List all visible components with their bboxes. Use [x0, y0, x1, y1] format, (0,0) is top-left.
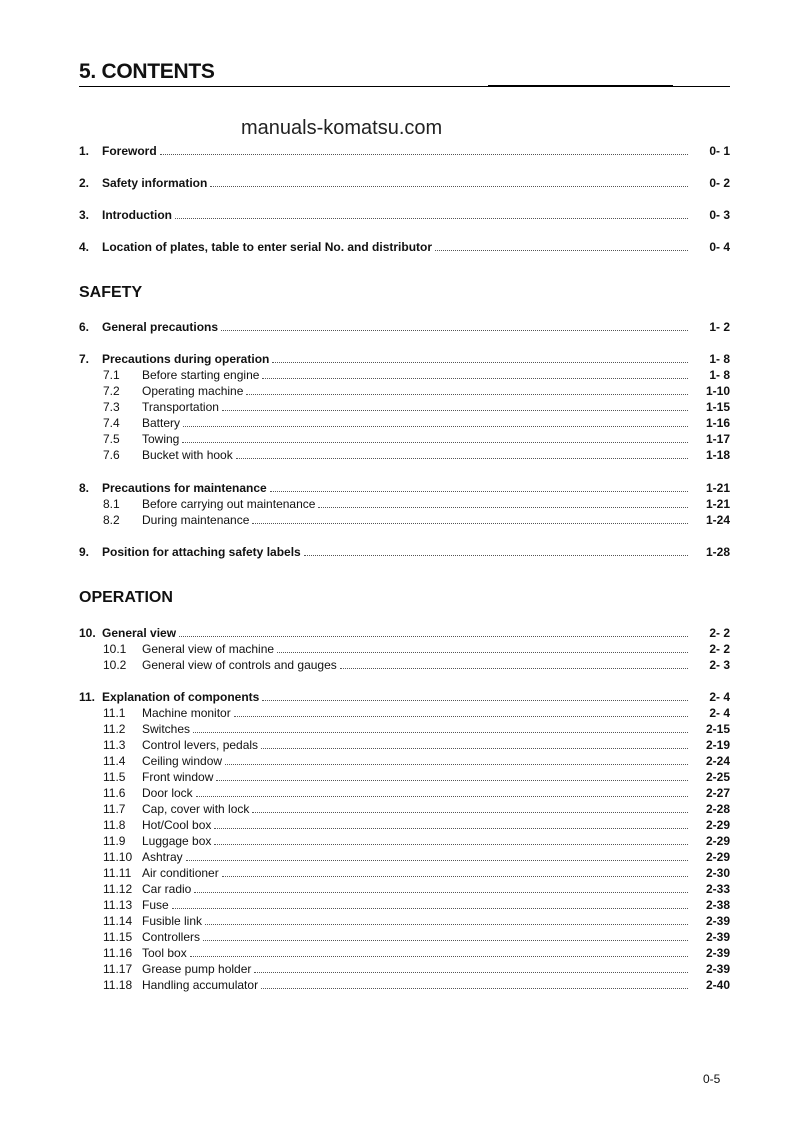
entry-page: 2- 2	[709, 642, 730, 656]
entry-title: General precautions	[102, 320, 219, 334]
entry-page: 0- 1	[709, 144, 730, 158]
toc-entry	[79, 962, 730, 976]
toc-entry	[79, 914, 730, 928]
entry-title: General view of machine	[142, 642, 275, 656]
entry-page: 0- 2	[709, 176, 730, 190]
entry-page: 1-21	[705, 481, 730, 495]
toc-entry	[79, 930, 730, 944]
entry-number: 7.2	[103, 384, 120, 398]
entry-page: 1-24	[705, 513, 730, 527]
entry-title: Explanation of components	[102, 690, 260, 704]
entry-title: Operating machine	[142, 384, 244, 398]
entry-number: 11.14	[103, 914, 133, 928]
entry-number: 8.2	[103, 513, 120, 527]
entry-number: 10.1	[103, 642, 127, 656]
entry-page: 2-28	[705, 802, 730, 816]
dot-leader	[246, 394, 688, 395]
toc-entry	[79, 882, 730, 896]
entry-number: 7.5	[103, 432, 120, 446]
entry-title: Position for attaching safety labels	[102, 545, 301, 559]
dot-leader	[205, 924, 688, 925]
entry-page: 2-25	[705, 770, 730, 784]
entry-number: 11.1	[103, 706, 126, 720]
entry-page: 1-28	[705, 545, 730, 559]
entry-title: Fuse	[142, 898, 169, 912]
dot-leader	[183, 426, 688, 427]
entry-page: 2-33	[705, 882, 730, 896]
entry-page: 2-30	[705, 866, 730, 880]
entry-number: 11.2	[103, 722, 126, 736]
section-heading: SAFETY	[79, 284, 143, 301]
dot-leader	[214, 844, 688, 845]
toc-entry	[79, 481, 730, 495]
entry-number: 11.10	[103, 850, 133, 864]
toc-entry	[79, 352, 730, 366]
entry-page: 0- 3	[709, 208, 730, 222]
entry-page: 2-29	[705, 850, 730, 864]
title-underline-thick	[488, 85, 673, 87]
dot-leader	[340, 668, 688, 669]
entry-number: 8.1	[103, 497, 120, 511]
dot-leader	[210, 186, 688, 187]
dot-leader	[318, 507, 688, 508]
toc-entry	[79, 497, 730, 511]
toc-entry	[79, 706, 730, 720]
entry-title: Location of plates, table to enter serial No. and distributor	[102, 240, 433, 254]
dot-leader	[190, 956, 688, 957]
entry-title: Ashtray	[142, 850, 183, 864]
dot-leader	[194, 892, 688, 893]
toc-entry	[79, 802, 730, 816]
entry-page: 1- 8	[709, 352, 730, 366]
entry-number: 11.17	[103, 962, 133, 976]
toc-entry	[79, 738, 730, 752]
entry-title: Towing	[142, 432, 180, 446]
entry-title: Hot/Cool box	[142, 818, 212, 832]
dot-leader	[216, 780, 688, 781]
entry-number: 3.	[79, 208, 90, 222]
entry-number: 11.6	[103, 786, 126, 800]
entry-number: 11.13	[103, 898, 133, 912]
entry-number: 7.1	[103, 368, 120, 382]
entry-page: 2-40	[705, 978, 730, 992]
toc-entry	[79, 722, 730, 736]
entry-number: 11.15	[103, 930, 133, 944]
entry-page: 2-38	[705, 898, 730, 912]
entry-number: 6.	[79, 320, 90, 334]
entry-title: Grease pump holder	[142, 962, 252, 976]
dot-leader	[304, 555, 688, 556]
entry-title: Controllers	[142, 930, 201, 944]
dot-leader	[262, 378, 688, 379]
entry-number: 11.7	[103, 802, 126, 816]
entry-number: 4.	[79, 240, 90, 254]
entry-page: 2-27	[705, 786, 730, 800]
entry-title: Introduction	[102, 208, 172, 222]
entry-title: Ceiling window	[142, 754, 223, 768]
entry-number: 1.	[79, 144, 90, 158]
entry-page: 1-16	[705, 416, 730, 430]
dot-leader	[203, 940, 688, 941]
dot-leader	[435, 250, 688, 251]
dot-leader	[160, 154, 688, 155]
dot-leader	[252, 523, 688, 524]
toc-entry	[79, 834, 730, 848]
entry-page: 2- 2	[709, 626, 730, 640]
toc-entry	[79, 978, 730, 992]
entry-page: 2-39	[705, 946, 730, 960]
dot-leader	[261, 748, 688, 749]
entry-title: General view of controls and gauges	[142, 658, 337, 672]
page-title: 5. CONTENTS	[79, 60, 215, 83]
entry-title: Cap, cover with lock	[142, 802, 250, 816]
entry-title: Bucket with hook	[142, 448, 233, 462]
entry-page: 2- 4	[709, 690, 730, 704]
entry-number: 10.2	[103, 658, 127, 672]
entry-title: Machine monitor	[142, 706, 231, 720]
toc-entry	[79, 400, 730, 414]
entry-number: 2.	[79, 176, 90, 190]
dot-leader	[193, 732, 688, 733]
entry-number: 10.	[79, 626, 96, 640]
dot-leader	[254, 972, 688, 973]
entry-title: Car radio	[142, 882, 192, 896]
dot-leader	[225, 764, 688, 765]
entry-title: Fusible link	[142, 914, 203, 928]
entry-number: 11.4	[103, 754, 126, 768]
toc-entry	[79, 786, 730, 800]
watermark: manuals-komatsu.com	[241, 117, 443, 139]
entry-title: Switches	[142, 722, 191, 736]
entry-page: 2-29	[705, 818, 730, 832]
toc-entry	[79, 448, 730, 462]
toc-entry	[79, 384, 730, 398]
toc-entry	[79, 320, 730, 334]
toc-entry	[79, 432, 730, 446]
entry-title: Safety information	[102, 176, 208, 190]
entry-title: Front window	[142, 770, 214, 784]
entry-number: 9.	[79, 545, 90, 559]
entry-title: Precautions for maintenance	[102, 481, 267, 495]
dot-leader	[270, 491, 688, 492]
dot-leader	[261, 988, 688, 989]
dot-leader	[182, 442, 688, 443]
entry-title: Air conditioner	[142, 866, 219, 880]
toc-entry	[79, 946, 730, 960]
entry-page: 1-17	[705, 432, 730, 446]
toc-entry	[79, 754, 730, 768]
dot-leader	[175, 218, 688, 219]
entry-title: General view	[102, 626, 177, 640]
toc-entry	[79, 658, 730, 672]
dot-leader	[262, 700, 688, 701]
entry-page: 2- 4	[709, 706, 730, 720]
entry-number: 11.18	[103, 978, 133, 992]
entry-title: Before carrying out maintenance	[142, 497, 316, 511]
entry-number: 7.	[79, 352, 90, 366]
toc-entry	[79, 642, 730, 656]
entry-title: Foreword	[102, 144, 157, 158]
entry-title: Transportation	[142, 400, 219, 414]
toc-entry	[79, 545, 730, 559]
toc-entry	[79, 208, 730, 222]
entry-number: 11.8	[103, 818, 126, 832]
dot-leader	[196, 796, 688, 797]
entry-page: 1-21	[705, 497, 730, 511]
entry-number: 7.4	[103, 416, 120, 430]
toc-entry	[79, 866, 730, 880]
entry-page: 2-39	[705, 930, 730, 944]
entry-title: Control levers, pedals	[142, 738, 259, 752]
entry-page: 1- 2	[709, 320, 730, 334]
entry-title: Handling accumulator	[142, 978, 259, 992]
entry-page: 2-39	[705, 962, 730, 976]
entry-number: 8.	[79, 481, 90, 495]
entry-page: 1- 8	[709, 368, 730, 382]
dot-leader	[221, 330, 688, 331]
dot-leader	[252, 812, 688, 813]
page-number: 0-5	[703, 1072, 721, 1086]
entry-page: 1-18	[705, 448, 730, 462]
entry-page: 2-39	[705, 914, 730, 928]
dot-leader	[179, 636, 688, 637]
section-heading: OPERATION	[79, 589, 173, 606]
entry-number: 11.16	[103, 946, 133, 960]
entry-page: 0- 4	[709, 240, 730, 254]
entry-number: 11.	[79, 690, 96, 704]
entry-page: 2-29	[705, 834, 730, 848]
entry-title: Battery	[142, 416, 181, 430]
dot-leader	[214, 828, 688, 829]
toc-entry	[79, 690, 730, 704]
dot-leader	[222, 876, 688, 877]
entry-page: 2-19	[705, 738, 730, 752]
entry-number: 11.5	[103, 770, 126, 784]
entry-page: 2- 3	[709, 658, 730, 672]
entry-title: Luggage box	[142, 834, 212, 848]
dot-leader	[272, 362, 688, 363]
entry-number: 7.3	[103, 400, 120, 414]
toc-entry	[79, 818, 730, 832]
toc-entry	[79, 416, 730, 430]
entry-page: 2-15	[705, 722, 730, 736]
dot-leader	[172, 908, 688, 909]
toc-entry	[79, 513, 730, 527]
entry-title: Tool box	[142, 946, 187, 960]
entry-number: 11.11	[103, 866, 132, 880]
entry-title: Precautions during operation	[102, 352, 270, 366]
entry-title: Door lock	[142, 786, 193, 800]
dot-leader	[277, 652, 688, 653]
toc-entry	[79, 770, 730, 784]
entry-number: 7.6	[103, 448, 120, 462]
dot-leader	[186, 860, 688, 861]
toc-entry	[79, 626, 730, 640]
toc-entry	[79, 850, 730, 864]
dot-leader	[222, 410, 688, 411]
entry-title: During maintenance	[142, 513, 250, 527]
toc-entry	[79, 368, 730, 382]
entry-page: 1-10	[705, 384, 730, 398]
entry-number: 11.9	[103, 834, 126, 848]
entry-number: 11.12	[103, 882, 133, 896]
toc-entry	[79, 176, 730, 190]
entry-title: Before starting engine	[142, 368, 260, 382]
toc-entry	[79, 144, 730, 158]
dot-leader	[236, 458, 688, 459]
entry-page: 2-24	[705, 754, 730, 768]
dot-leader	[234, 716, 688, 717]
toc-entry	[79, 898, 730, 912]
entry-number: 11.3	[103, 738, 126, 752]
toc-entry	[79, 240, 730, 254]
entry-page: 1-15	[705, 400, 730, 414]
